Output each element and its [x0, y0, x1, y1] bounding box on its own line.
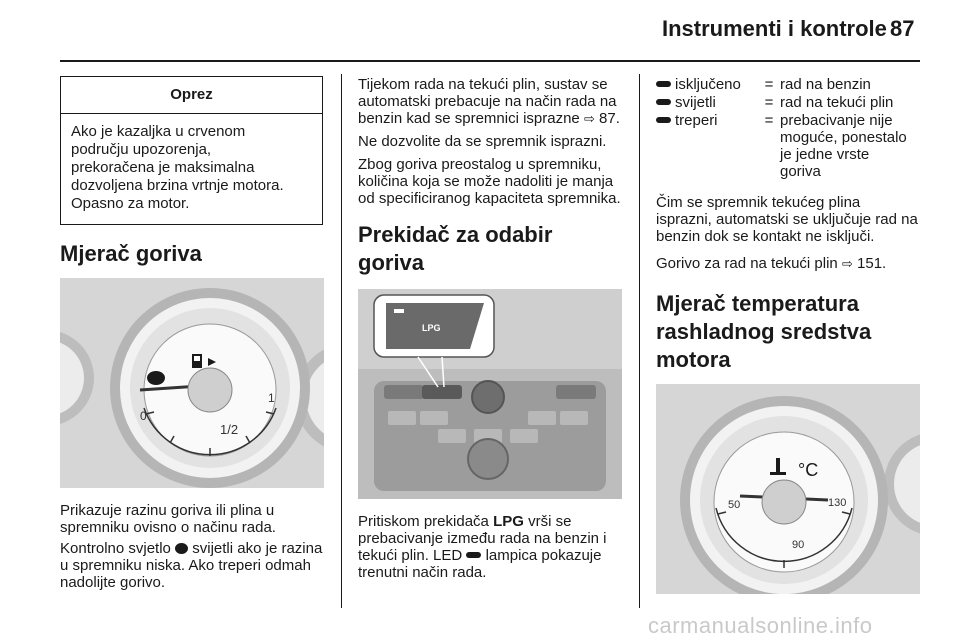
lpg-button-reference: LPG: [493, 513, 524, 530]
led-status-table: [656, 76, 920, 180]
page-reference[interactable]: 87.: [599, 110, 620, 127]
gauge-label-empty: 0: [140, 409, 147, 423]
led-equals: =: [764, 112, 774, 129]
coolant-unit-label: °C: [798, 460, 819, 480]
led-status-row: [656, 112, 920, 180]
page-reference-arrow-icon: ⇨: [583, 111, 595, 126]
text-span: Kontrolno svjetlo: [60, 540, 171, 557]
led-state-label: treperi: [675, 112, 718, 129]
column-divider: [341, 74, 342, 608]
led-lamp-icon: [656, 81, 671, 87]
text-span: Gorivo za rad na tekući plin: [656, 255, 838, 272]
fuel-gauge-photo: [60, 278, 324, 488]
column-divider: [639, 74, 640, 608]
text-span: lampica pokazuje trenutni način rada.: [358, 547, 602, 581]
led-status-row: [656, 94, 920, 111]
coolant-label-mid: 90: [792, 539, 805, 551]
text-span: Pritiskom prekidača: [358, 513, 489, 530]
led-description: rad na tekući plin: [780, 94, 894, 111]
caution-title: Oprez: [61, 77, 322, 114]
warning-lamp-icon: [175, 543, 188, 554]
led-state: [656, 112, 758, 180]
page-reference[interactable]: 151.: [857, 255, 887, 272]
lpg-switch-paragraph: [358, 513, 622, 581]
text-span: svijetli ako je razina u spremniku niska. Ako treperi odmah nadolijte gorivo.: [60, 540, 323, 591]
coolant-gauge-photo: [656, 384, 920, 594]
coolant-label-high: 130: [828, 497, 847, 509]
caution-body: Ako je kazaljka u crvenom području upozorenja, prekoračena je maksimalna dozvoljena brzina vrtnje motora. Opasno za motor.: [71, 123, 284, 212]
tank-capacity-paragraph: Zbog goriva preostalog u spremniku, količina koja se može nadoliti je manja od specificiranog kapaciteta spremnika.: [358, 156, 621, 207]
fuel-selector-photo: [358, 289, 622, 499]
tank-empty-paragraph: Ne dozvolite da se spremnik isprazni.: [358, 133, 607, 150]
led-equals: =: [764, 76, 774, 93]
fuel-selector-illustration: [358, 289, 622, 499]
fuel-gauge-paragraph: Prikazuje razinu goriva ili plina u spremniku ovisno o načinu rada.: [60, 502, 276, 536]
led-state: [656, 76, 758, 93]
led-state-label: isključeno: [675, 76, 741, 93]
led-equals: =: [764, 94, 774, 111]
column-3: [656, 76, 920, 594]
led-description: prebacivanje nije moguće, ponestalo je jedne vrste goriva: [780, 112, 907, 180]
caution-box: [60, 76, 323, 225]
lpg-button-label: LPG: [422, 323, 441, 333]
header-rule: [60, 60, 920, 62]
lpg-fuel-reference-paragraph: [656, 255, 920, 272]
running-header-title: Instrumenti i kontrole: [662, 16, 887, 41]
text-span: Tijekom rada na tekući plin, sustav se automatski prebacuje na način rada na benzin kad se spremnici isprazne: [358, 76, 617, 127]
column-1: [60, 76, 324, 591]
gauge-label-half: 1/2: [220, 422, 239, 437]
led-lamp-icon: [656, 99, 671, 105]
fuel-gauge-illustration: [60, 278, 324, 488]
section-heading-fuel-selector: Prekidač za odabir goriva: [358, 222, 553, 275]
led-lamp-icon: [466, 552, 481, 558]
coolant-gauge-illustration: [656, 384, 920, 594]
led-description: rad na benzin: [780, 76, 871, 93]
section-heading-fuel-gauge: Mjerač goriva: [60, 241, 202, 266]
fuel-warning-paragraph: [60, 540, 324, 591]
page-reference-arrow-icon: ⇨: [841, 256, 853, 271]
lpg-tank-empty-paragraph: Čim se spremnik tekućeg plina isprazni, automatski se uključuje rad na benzin dok se kontakt ne isključi.: [656, 194, 918, 245]
led-state: [656, 94, 758, 111]
page-number: 87: [890, 16, 915, 41]
column-2: [358, 76, 622, 581]
section-heading-coolant-temperature: Mjerač temperatura rashladnog sredstva motora: [656, 291, 872, 372]
watermark: carmanualsonline.info: [648, 613, 873, 638]
led-status-row: [656, 76, 920, 93]
text-span: vrši se prebacivanje između rada na benzin i tekući plin. LED: [358, 513, 607, 564]
led-state-label: svijetli: [675, 94, 716, 111]
led-lamp-icon: [656, 117, 671, 123]
gauge-label-full: 1: [268, 391, 275, 405]
lpg-auto-switch-paragraph: [358, 76, 622, 127]
coolant-label-low: 50: [728, 499, 741, 511]
